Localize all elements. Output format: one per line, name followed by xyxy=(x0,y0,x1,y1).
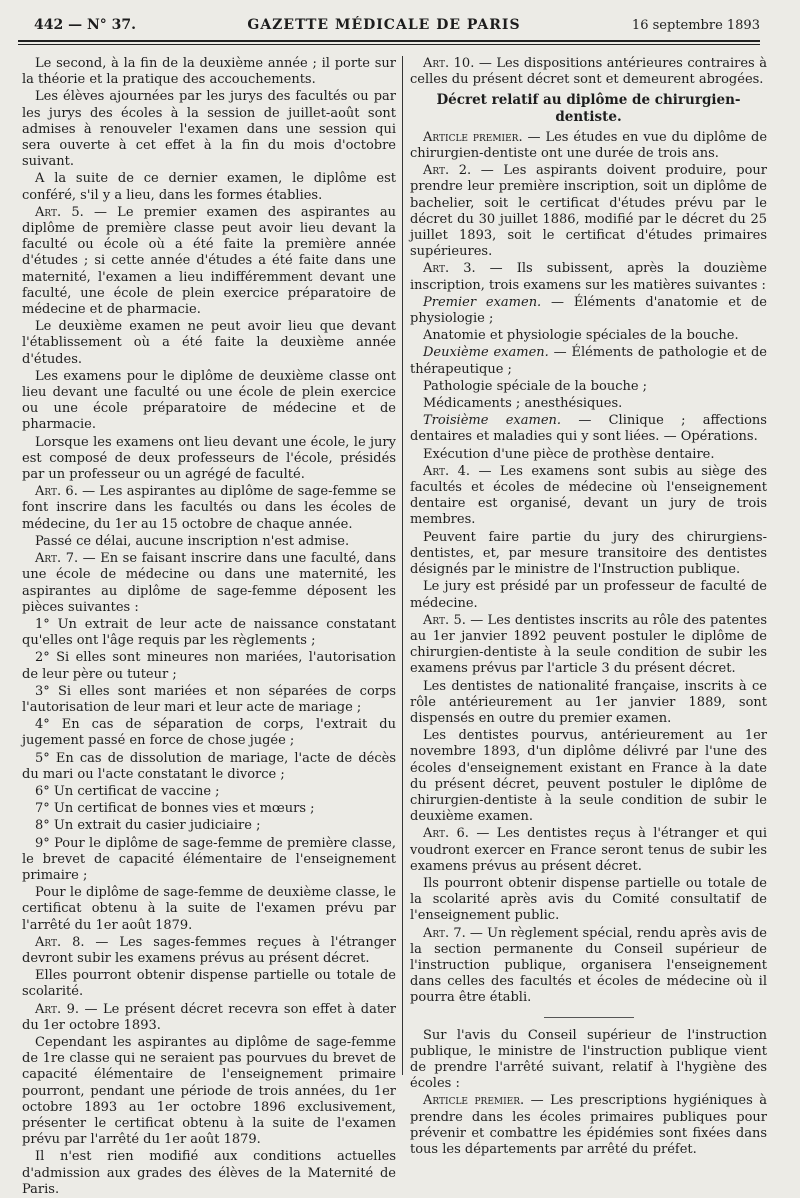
paragraph: Passé ce délai, aucune inscription n'est admise. xyxy=(35,533,350,549)
paragraph: Le deuxième examen ne peut avoir lieu que devant l'établissement où a été faite la deuxième année d'études. xyxy=(22,319,396,367)
paragraph: Peuvent faire partie du jury des chirurgiens-dentistes, et, par mesure transitoire des dentistes désignés par le ministre de l'Instruction publique. xyxy=(410,529,767,578)
paragraph: Pour le diplôme de sage-femme de deuxième classe, le certificat obtenu à la suite de l'examen prévu par l'arrêté du 1er août 1879. xyxy=(22,885,396,933)
article-3 xyxy=(410,261,767,293)
article-label: Art. 9. xyxy=(35,1001,80,1017)
paragraph: Les dentistes pourvus, antérieurement au 1er novembre 1893, d'un diplôme délivré par l'une des écoles d'enseignement existant en France à la date du présent décret, peuvent postuler le diplôme de chirurgien-dentiste à la seule condition de subir le deuxième examen. xyxy=(410,728,767,825)
article-text: — Les prescriptions hygiéniques à prendre dans les écoles primaires publiques pour prévenir et combattre les épidémies sont fixées dans tous les départements par arrêté du préfet. xyxy=(410,1093,767,1157)
paragraph: Cependant les aspirantes au diplôme de sage-femme de 1re classe qui ne seraient pas pourvues du brevet de capacité élémentaire de l'enseignement primaire pourront, pendant une période de trois années, du 1er octobre 1893 au 1er octobre 1896 exclusivement, présenter le certificat obtenu à la suite de l'examen prévu par l'arrêté du 1er août 1879. xyxy=(22,1034,396,1148)
paragraph: Ils pourront obtenir dispense partielle ou totale de la scolarité après avis du Comité consultatif de l'enseignement public. xyxy=(410,875,767,924)
article-text: — Un règlement spécial, rendu après avis de la section permanente du Conseil supérieur de l'instruction publique, organisera l'enseignement dans celles des facultés et écoles de médecine où il pourra être établi. xyxy=(410,925,767,1006)
article-label: Article premier. xyxy=(423,129,523,145)
article-4 xyxy=(410,464,767,529)
header-rule-thin xyxy=(18,44,760,45)
list-item: 7° Un certificat de bonnes vies et mœurs ; xyxy=(35,801,315,817)
paragraph: Le second, à la fin de la deuxième année ; il porte sur la théorie et la pratique des accouchements. xyxy=(22,56,396,88)
exam-label: Premier examen. xyxy=(423,294,542,310)
list-item: 8° Un extrait du casier judiciaire ; xyxy=(35,818,261,834)
article-6 xyxy=(410,826,767,875)
article-label: Art. 7. xyxy=(35,551,79,567)
article-text: — Le premier examen des aspirantes au diplôme de première classe peut avoir lieu devant la faculté ou école où a été faite la première année d'études ; si cette année d'études a été faite dans une maternité, l'examen a lieu indifféremment devant une faculté, une école de plein exercice préparatoire de médecine et de pharmacie. xyxy=(22,204,396,318)
section-title: Décret relatif au diplôme de chirurgien-dentiste. xyxy=(436,92,741,125)
article-8 xyxy=(22,935,396,967)
article-text: — Les sages-femmes reçues à l'étranger devront subir les examens prévus au présent décret. xyxy=(22,934,396,966)
header-rule xyxy=(18,40,760,42)
article-text: — Le présent décret recevra son effet à dater du 1er octobre 1893. xyxy=(22,1001,396,1033)
exam-label: Troisième examen. xyxy=(423,413,562,429)
paragraph: Exécution d'une pièce de prothèse dentaire. xyxy=(423,446,715,462)
list-item: 4° En cas de séparation de corps, l'extrait du jugement passé en force de chose jugée ; xyxy=(22,717,396,749)
article-label: Art. 6. xyxy=(35,484,78,500)
article-premier xyxy=(410,1093,767,1158)
paragraph: Les dentistes de nationalité française, inscrits à ce rôle antérieurement au 1er janvier 1889, sont dispensés en outre du premier examen. xyxy=(410,678,767,726)
article-label: Art. 10. xyxy=(423,56,475,71)
exam-text: — Éléments de pathologie et de thérapeutique ; xyxy=(410,345,768,377)
article-label: Art. 5. xyxy=(423,612,466,628)
exam-1 xyxy=(410,295,767,327)
article-text: — Les dentistes inscrits au rôle des patentes au 1er janvier 1892 peuvent postuler le diplôme de chirurgien-dentiste à la seule condition de subir les examens prévus par l'article 3 du présent décret. xyxy=(410,612,767,677)
article-label: Art. 4. xyxy=(423,463,470,479)
article-text: — Les dentistes reçus à l'étranger et qui voudront exercer en France seront tenus de subir les examens prévus au présent décret. xyxy=(410,826,767,874)
list-item: 1° Un extrait de leur acte de naissance constatant qu'elles ont l'âge requis par les règlements ; xyxy=(22,616,396,649)
article-label: Art. 8. xyxy=(35,934,85,950)
exam-label: Deuxième examen. xyxy=(423,345,549,361)
section-separator xyxy=(544,1017,634,1018)
paragraph: Les examens pour le diplôme de deuxième classe ont lieu devant une faculté ou une école de plein exercice ou une école préparatoire de médecine et de pharmacie. xyxy=(22,368,396,433)
article-label: Article premier. xyxy=(423,1093,525,1109)
list-item: 9° Pour le diplôme de sage-femme de première classe, le brevet de capacité élémentaire de l'enseignement primaire ; xyxy=(22,835,396,883)
journal-title: GAZETTE MÉDICALE DE PARIS xyxy=(247,17,521,33)
paragraph: Elles pourront obtenir dispense partielle ou totale de scolarité. xyxy=(22,968,396,1000)
article-10 xyxy=(410,56,767,88)
list-item: 6° Un certificat de vaccine ; xyxy=(35,783,220,799)
page-header xyxy=(34,12,760,38)
article-text: — Les dispositions antérieures contraires à celles du présent décret sont et demeurent abrogées. xyxy=(410,56,767,88)
article-label: Art. 3. xyxy=(423,261,476,277)
article-6 xyxy=(22,484,396,533)
issue-date: 16 septembre 1893 xyxy=(631,17,760,33)
article-text: — Les aspirants doivent produire, pour prendre leur première inscription, soit un diplôme de bachelier, soit le certificat d'études prévu par le décret du 30 juillet 1886, modifié par le décret du 25 juillet 1893, soit le certificat d'études primaires supérieures. xyxy=(410,163,767,260)
article-5 xyxy=(410,613,767,678)
paragraph: A la suite de ce dernier examen, le diplôme est conféré, s'il y a lieu, dans les formes établies. xyxy=(22,171,396,203)
paragraph: Il n'est rien modifié aux conditions actuelles d'admission aux grades des élèves de la Maternité de Paris. xyxy=(22,1149,396,1197)
article-label: Art. 5. xyxy=(35,204,84,220)
article-5 xyxy=(22,205,396,318)
paragraph: Anatomie et physiologie spéciales de la bouche. xyxy=(423,328,739,344)
paragraph: Médicaments ; anesthésiques. xyxy=(423,396,623,412)
exam-text: — Éléments d'anatomie et de physiologie ; xyxy=(410,294,767,327)
paragraph: Pathologie spéciale de la bouche ; xyxy=(423,378,648,394)
paragraph: Le jury est présidé par un professeur de faculté de médecine. xyxy=(410,579,767,611)
article-text: — Ils subissent, après la douzième inscription, trois examens sur les matières suivantes : xyxy=(410,261,767,293)
article-9 xyxy=(22,1002,396,1034)
list-item: 3° Si elles sont mariées et non séparées de corps l'autorisation de leur mari et leur acte de mariage ; xyxy=(22,683,396,715)
article-1 xyxy=(410,130,767,162)
exam-text: — Clinique ; affections dentaires et maladies qui y sont liées. — Opérations. xyxy=(410,413,767,445)
list-item: 5° En cas de dissolution de mariage, l'acte de décès du mari ou l'acte constatant le divorce ; xyxy=(22,750,396,782)
article-label: Art. 6. xyxy=(423,826,469,842)
article-text: — Les examens sont subis au siège des facultés et écoles de médecine où l'enseignement dentaire est organisé, devant un jury de trois membres. xyxy=(410,463,767,528)
exam-2 xyxy=(410,345,767,377)
paragraph: Sur l'avis du Conseil supérieur de l'instruction publique, le ministre de l'instruction publique vient de prendre l'arrêté suivant, relatif à l'hygiène des écoles : xyxy=(410,1027,767,1092)
column-divider xyxy=(402,56,403,1075)
right-column xyxy=(410,56,768,1157)
article-label: Art. 7. xyxy=(423,925,466,941)
article-label: Art. 2. xyxy=(423,163,472,179)
article-text: — En se faisant inscrire dans une faculté, dans une école de médecine ou dans une maternité, les aspirantes au diplôme de sage-femme déposent les pièces suivantes : xyxy=(22,551,396,615)
paragraph: Les élèves ajournées par les jurys des facultés ou par les jurys des écoles à la session de juillet-août sont admises à renouveler l'examen dans une session qui sera ouverte à cet effet à la fin du mois d'octobre suivant. xyxy=(22,89,396,170)
article-7 xyxy=(22,551,396,616)
paragraph: Lorsque les examens ont lieu devant une école, le jury est composé de deux professeurs de l'école, présidés par un professeur ou un agrégé de faculté. xyxy=(22,434,396,483)
article-text: — Les aspirantes au diplôme de sage-femme se font inscrire dans les facultés ou dans les écoles de médecine, du 1er au 15 octobre de chaque année. xyxy=(22,484,396,532)
exam-3 xyxy=(410,413,767,445)
article-2 xyxy=(410,163,767,260)
left-column xyxy=(22,56,396,1197)
page-number: 442 — N° 37. xyxy=(34,17,136,33)
list-item: 2° Si elles sont mineures non mariées, l'autorisation de leur père ou tuteur ; xyxy=(22,650,396,682)
article-7 xyxy=(410,926,767,1007)
article-text: — Les études en vue du diplôme de chirurgien-dentiste ont une durée de trois ans. xyxy=(410,129,768,162)
